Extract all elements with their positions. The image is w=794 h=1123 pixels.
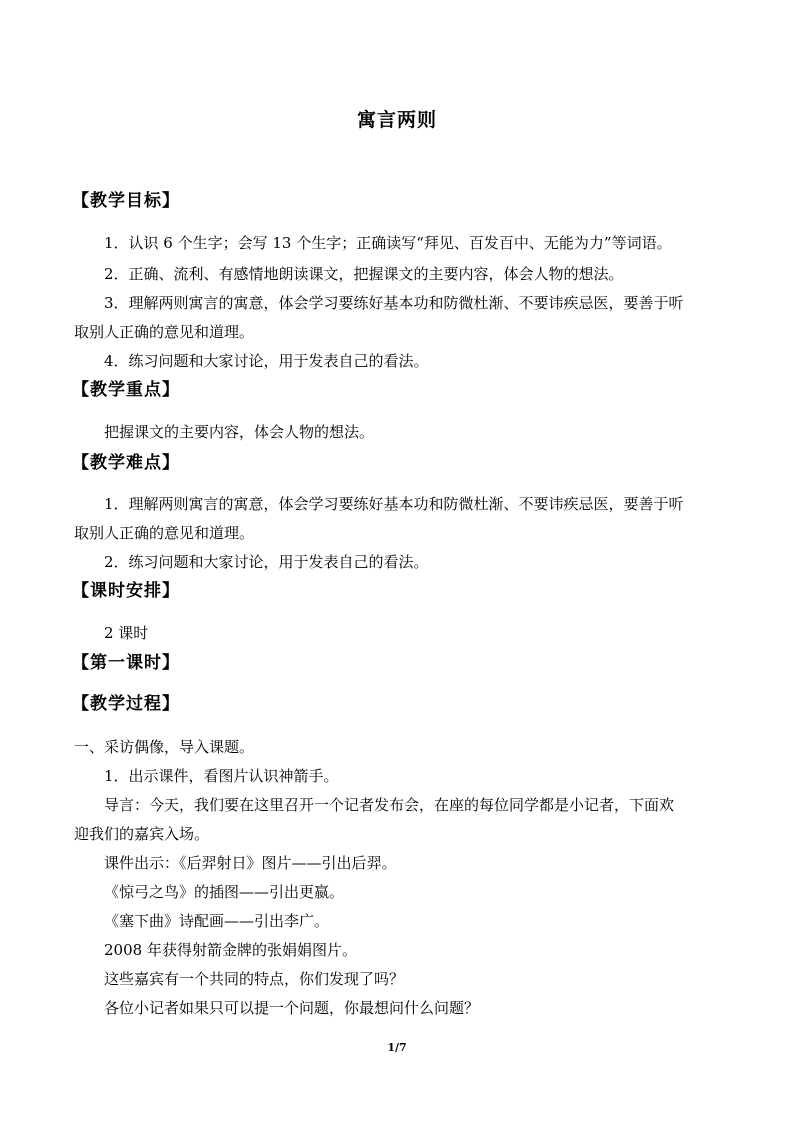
paragraph-line: 1．认识 6 个生字；会写 13 个生字；正确读写“拜见、百发百中、无能为力”等词语。 bbox=[104, 234, 672, 252]
section-heading-process: 【教学过程】 bbox=[72, 694, 180, 714]
paragraph-line: 2 课时 bbox=[104, 624, 149, 642]
paragraph-line: 2008 年获得射箭金牌的张娟娟图片。 bbox=[104, 941, 357, 959]
paragraph-line: 1．理解两则寓言的寓意，体会学习要练好基本功和防微杜渐、不要讳疾忌医，要善于听 bbox=[104, 495, 684, 513]
paragraph-line: 课件出示：《后羿射日》图片——引出后羿。 bbox=[104, 854, 397, 872]
paragraph-line: 各位小记者如果只可以提一个问题，你最想问什么问题？ bbox=[104, 999, 480, 1017]
paragraph-line: 3．理解两则寓言的寓意，体会学习要练好基本功和防微杜渐、不要讳疾忌医，要善于听 bbox=[104, 294, 684, 312]
section-heading-schedule: 【课时安排】 bbox=[72, 581, 180, 601]
paragraph-line: 迎我们的嘉宾入场。 bbox=[74, 825, 210, 843]
paragraph-line: 导言：今天，我们要在这里召开一个记者发布会，在座的每位同学都是小记者，下面欢 bbox=[104, 796, 675, 814]
paragraph-line: 1．出示课件，看图片认识神箭手。 bbox=[104, 767, 339, 785]
paragraph-line: 这些嘉宾有一个共同的特点，你们发现了吗？ bbox=[104, 970, 405, 988]
section-heading-objectives: 【教学目标】 bbox=[72, 191, 180, 211]
paragraph-line: 取别人正确的意见和道理。 bbox=[74, 323, 255, 341]
paragraph-line: 2．正确、流利、有感情地朗读课文，把握课文的主要内容，体会人物的想法。 bbox=[104, 265, 624, 283]
paragraph-line: 把握课文的主要内容，体会人物的想法。 bbox=[104, 423, 375, 441]
section-heading-first-lesson: 【第一课时】 bbox=[72, 653, 180, 673]
document-title: 寓言两则 bbox=[356, 109, 437, 131]
paragraph-line: 《塞下曲》诗配画——引出李广。 bbox=[104, 912, 330, 930]
section-heading-key-points: 【教学重点】 bbox=[72, 380, 180, 400]
section-heading-difficulties: 【教学难点】 bbox=[72, 453, 180, 473]
paragraph-line: 4．练习问题和大家讨论，用于发表自己的看法。 bbox=[104, 352, 429, 370]
paragraph-line: 《惊弓之鸟》的插图——引出更嬴。 bbox=[104, 883, 345, 901]
page-number: 1/7 bbox=[387, 1041, 407, 1054]
paragraph-line: 2．练习问题和大家讨论，用于发表自己的看法。 bbox=[104, 553, 429, 571]
paragraph-line: 一、采访偶像，导入课题。 bbox=[74, 738, 255, 756]
paragraph-line: 取别人正确的意见和道理。 bbox=[74, 524, 255, 542]
